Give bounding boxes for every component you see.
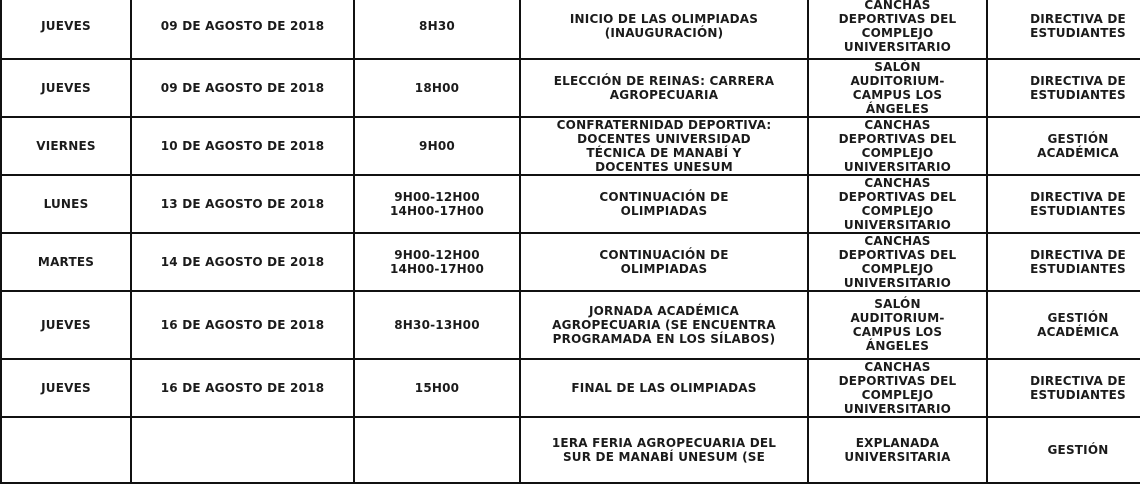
activity-cell: INICIO DE LAS OLIMPIADAS (INAUGURACIÓN)	[520, 0, 808, 59]
table-row	[1, 0, 1140, 59]
table-row	[1, 175, 1140, 233]
activity-cell: FINAL DE LAS OLIMPIADAS	[520, 359, 808, 417]
place-cell: EXPLANADA UNIVERSITARIA	[808, 417, 987, 483]
responsible-cell: DIRECTIVA DE ESTUDIANTES	[987, 175, 1140, 233]
date-cell: 10 DE AGOSTO DE 2018	[131, 117, 354, 175]
time-cell: 9H00	[354, 117, 520, 175]
time-cell: 8H30-13H00	[354, 291, 520, 359]
activity-cell: 1ERA FERIA AGROPECUARIA DEL SUR DE MANABÍ UNESUM (SE	[520, 417, 808, 483]
day-cell: VIERNES	[1, 117, 131, 175]
place-cell: CANCHAS DEPORTIVAS DEL COMPLEJO UNIVERSITARIO	[808, 233, 987, 291]
date-cell: 09 DE AGOSTO DE 2018	[131, 0, 354, 59]
responsible-cell: GESTIÓN	[987, 417, 1140, 483]
responsible-cell: DIRECTIVA DE ESTUDIANTES	[987, 359, 1140, 417]
table-row	[1, 117, 1140, 175]
table-row	[1, 291, 1140, 359]
place-cell: CANCHAS DEPORTIVAS DEL COMPLEJO UNIVERSITARIO	[808, 359, 987, 417]
place-cell: CANCHAS DEPORTIVAS DEL COMPLEJO UNIVERSITARIO	[808, 175, 987, 233]
time-cell: 9H00-12H00 14H00-17H00	[354, 233, 520, 291]
activity-cell: JORNADA ACADÉMICA AGROPECUARIA (SE ENCUENTRA PROGRAMADA EN LOS SÍLABOS)	[520, 291, 808, 359]
day-cell: MARTES	[1, 233, 131, 291]
day-cell: JUEVES	[1, 59, 131, 117]
place-cell: SALÓN AUDITORIUM- CAMPUS LOS ÁNGELES	[808, 291, 987, 359]
date-cell: 16 DE AGOSTO DE 2018	[131, 359, 354, 417]
time-cell: 18H00	[354, 59, 520, 117]
time-cell	[354, 417, 520, 483]
place-cell: CANCHAS DEPORTIVAS DEL COMPLEJO UNIVERSITARIO	[808, 117, 987, 175]
day-cell: JUEVES	[1, 359, 131, 417]
responsible-cell: GESTIÓN ACADÉMICA	[987, 291, 1140, 359]
date-cell: 16 DE AGOSTO DE 2018	[131, 291, 354, 359]
day-cell	[1, 417, 131, 483]
date-cell: 09 DE AGOSTO DE 2018	[131, 59, 354, 117]
place-cell: CANCHAS DEPORTIVAS DEL COMPLEJO UNIVERSITARIO	[808, 0, 987, 59]
date-cell: 13 DE AGOSTO DE 2018	[131, 175, 354, 233]
day-cell: LUNES	[1, 175, 131, 233]
responsible-cell: GESTIÓN ACADÉMICA	[987, 117, 1140, 175]
date-cell	[131, 417, 354, 483]
time-cell: 15H00	[354, 359, 520, 417]
time-cell: 8H30	[354, 0, 520, 59]
activity-cell: ELECCIÓN DE REINAS: CARRERA AGROPECUARIA	[520, 59, 808, 117]
responsible-cell: DIRECTIVA DE ESTUDIANTES	[987, 59, 1140, 117]
activity-cell: CONTINUACIÓN DE OLIMPIADAS	[520, 175, 808, 233]
place-cell: SALÓN AUDITORIUM- CAMPUS LOS ÁNGELES	[808, 59, 987, 117]
responsible-cell: DIRECTIVA DE ESTUDIANTES	[987, 0, 1140, 59]
time-cell: 9H00-12H00 14H00-17H00	[354, 175, 520, 233]
table-row	[1, 359, 1140, 417]
day-cell: JUEVES	[1, 291, 131, 359]
table-row	[1, 59, 1140, 117]
activity-cell: CONTINUACIÓN DE OLIMPIADAS	[520, 233, 808, 291]
responsible-cell: DIRECTIVA DE ESTUDIANTES	[987, 233, 1140, 291]
table-row	[1, 417, 1140, 483]
day-cell: JUEVES	[1, 0, 131, 59]
table-row	[1, 233, 1140, 291]
activity-cell: CONFRATERNIDAD DEPORTIVA: DOCENTES UNIVERSIDAD TÉCNICA DE MANABÍ Y DOCENTES UNESUM	[520, 117, 808, 175]
date-cell: 14 DE AGOSTO DE 2018	[131, 233, 354, 291]
